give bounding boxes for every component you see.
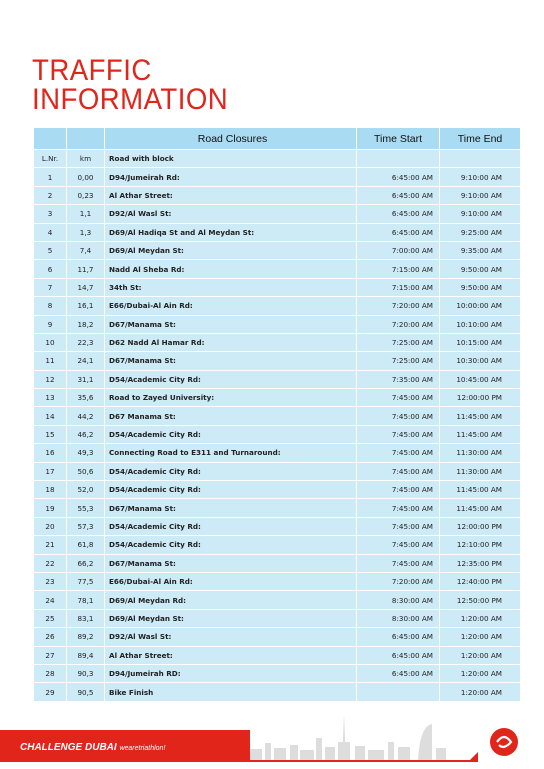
row-number: 16 (34, 444, 67, 462)
subheader-road: Road with block (105, 150, 357, 168)
row-road: D62 Nadd Al Hamar Rd: (105, 333, 357, 351)
row-km: 77,5 (67, 572, 105, 590)
row-km: 24,1 (67, 352, 105, 370)
row-number: 15 (34, 425, 67, 443)
row-time-end: 9:10:00 AM (440, 168, 521, 186)
row-number: 5 (34, 241, 67, 259)
table-row (34, 297, 521, 315)
row-km: 7,4 (67, 241, 105, 259)
row-km: 52,0 (67, 481, 105, 499)
row-time-end: 1:20:00 AM (440, 646, 521, 664)
row-road: D54/Academic City Rd: (105, 425, 357, 443)
table-row (34, 591, 521, 609)
row-time-end: 10:15:00 AM (440, 333, 521, 351)
row-time-end: 12:40:00 PM (440, 572, 521, 590)
row-km: 89,2 (67, 628, 105, 646)
table-subheader-row (34, 150, 521, 168)
row-road: D54/Academic City Rd: (105, 462, 357, 480)
row-km: 44,2 (67, 407, 105, 425)
row-number: 3 (34, 205, 67, 223)
row-time-start: 7:35:00 AM (357, 370, 440, 388)
table-row (34, 609, 521, 627)
row-number: 20 (34, 517, 67, 535)
row-road: D69/Al Meydan St: (105, 241, 357, 259)
row-time-start: 6:45:00 AM (357, 205, 440, 223)
row-number: 2 (34, 186, 67, 204)
row-time-end: 1:20:00 AM (440, 664, 521, 682)
row-number: 28 (34, 664, 67, 682)
row-km: 90,3 (67, 664, 105, 682)
table-row (34, 205, 521, 223)
table-row (34, 499, 521, 517)
table-row (34, 241, 521, 259)
footer-skyline (0, 712, 544, 769)
row-time-start: 7:45:00 AM (357, 462, 440, 480)
row-road: D67/Manama St: (105, 352, 357, 370)
row-km: 55,3 (67, 499, 105, 517)
row-road: Al Athar Street: (105, 646, 357, 664)
row-time-start: 7:00:00 AM (357, 241, 440, 259)
table-row (34, 278, 521, 296)
row-time-end: 10:45:00 AM (440, 370, 521, 388)
row-km: 46,2 (67, 425, 105, 443)
row-number: 6 (34, 260, 67, 278)
header-time-start: Time Start (357, 128, 440, 150)
table-row (34, 517, 521, 535)
row-km: 31,1 (67, 370, 105, 388)
row-number: 8 (34, 297, 67, 315)
row-time-end: 9:10:00 AM (440, 186, 521, 204)
row-road: D69/Al Hadiqa St and Al Meydan St: (105, 223, 357, 241)
row-number: 25 (34, 609, 67, 627)
row-time-end: 1:20:00 AM (440, 628, 521, 646)
row-number: 10 (34, 333, 67, 351)
row-time-end: 11:45:00 AM (440, 481, 521, 499)
table-row (34, 462, 521, 480)
table-row (34, 425, 521, 443)
row-time-end: 9:10:00 AM (440, 205, 521, 223)
row-number: 27 (34, 646, 67, 664)
row-km: 49,3 (67, 444, 105, 462)
row-time-start: 8:30:00 AM (357, 609, 440, 627)
row-time-end: 10:10:00 AM (440, 315, 521, 333)
row-km: 89,4 (67, 646, 105, 664)
page-title-line-1: TRAFFIC (32, 54, 152, 87)
row-time-start: 6:45:00 AM (357, 186, 440, 204)
row-time-end: 9:50:00 AM (440, 260, 521, 278)
row-road: E66/Dubai-Al Ain Rd: (105, 572, 357, 590)
row-road: D54/Academic City Rd: (105, 536, 357, 554)
row-time-end: 11:30:00 AM (440, 444, 521, 462)
row-time-start: 6:45:00 AM (357, 628, 440, 646)
challenge-logo-icon (490, 728, 518, 756)
table-row (34, 407, 521, 425)
table-row (34, 315, 521, 333)
table-row (34, 554, 521, 572)
table-row (34, 168, 521, 186)
row-time-start: 7:45:00 AM (357, 425, 440, 443)
row-road: D54/Academic City Rd: (105, 517, 357, 535)
row-road: Al Athar Street: (105, 186, 357, 204)
row-km: 16,1 (67, 297, 105, 315)
row-km: 11,7 (67, 260, 105, 278)
row-time-start: 7:45:00 AM (357, 517, 440, 535)
row-time-end: 1:20:00 AM (440, 683, 521, 701)
challenge-brand (20, 742, 165, 753)
header-time-end: Time End (440, 128, 521, 150)
table-row (34, 646, 521, 664)
row-number: 19 (34, 499, 67, 517)
row-time-end: 12:10:00 PM (440, 536, 521, 554)
table-row (34, 664, 521, 682)
row-km: 83,1 (67, 609, 105, 627)
row-time-end: 1:20:00 AM (440, 609, 521, 627)
header-blank-nr (34, 128, 67, 150)
row-time-start: 8:30:00 AM (357, 591, 440, 609)
row-number: 24 (34, 591, 67, 609)
table-row (34, 352, 521, 370)
row-road: D54/Academic City Rd: (105, 481, 357, 499)
row-road: D92/Al Wasl St: (105, 205, 357, 223)
row-time-start: 7:45:00 AM (357, 481, 440, 499)
table-header-row (34, 128, 521, 150)
row-time-start: 7:25:00 AM (357, 352, 440, 370)
row-km: 14,7 (67, 278, 105, 296)
row-number: 9 (34, 315, 67, 333)
row-km: 66,2 (67, 554, 105, 572)
row-time-end: 12:35:00 PM (440, 554, 521, 572)
row-number: 26 (34, 628, 67, 646)
row-number: 12 (34, 370, 67, 388)
row-number: 14 (34, 407, 67, 425)
row-road: Connecting Road to E311 and Turnaround: (105, 444, 357, 462)
row-time-start: 7:45:00 AM (357, 444, 440, 462)
row-km: 50,6 (67, 462, 105, 480)
row-road: D54/Academic City Rd: (105, 370, 357, 388)
row-road: D67/Manama St: (105, 554, 357, 572)
row-km: 57,3 (67, 517, 105, 535)
row-road: 34th St: (105, 278, 357, 296)
row-time-end: 12:00:00 PM (440, 389, 521, 407)
table-row (34, 444, 521, 462)
row-number: 4 (34, 223, 67, 241)
row-road: D67 Manama St: (105, 407, 357, 425)
subheader-time-end (440, 150, 521, 168)
row-time-start: 7:15:00 AM (357, 278, 440, 296)
brand-city: DUBAI (85, 742, 117, 753)
row-km: 78,1 (67, 591, 105, 609)
row-road: D69/Al Meydan Rd: (105, 591, 357, 609)
row-time-start: 7:20:00 AM (357, 297, 440, 315)
row-number: 13 (34, 389, 67, 407)
row-time-start: 7:20:00 AM (357, 572, 440, 590)
row-km: 0,00 (67, 168, 105, 186)
row-km: 0,23 (67, 186, 105, 204)
row-time-start: 6:45:00 AM (357, 646, 440, 664)
row-time-end: 10:00:00 AM (440, 297, 521, 315)
row-road: D92/Al Wasl St: (105, 628, 357, 646)
row-number: 18 (34, 481, 67, 499)
row-road: D69/Al Meydan St: (105, 609, 357, 627)
row-time-start: 6:45:00 AM (357, 664, 440, 682)
row-time-end: 12:00:00 PM (440, 517, 521, 535)
row-km: 90,5 (67, 683, 105, 701)
page-title-line-2: INFORMATION (32, 83, 229, 116)
row-time-end: 11:45:00 AM (440, 407, 521, 425)
table-row (34, 572, 521, 590)
row-time-start: 7:45:00 AM (357, 536, 440, 554)
header-road-closures: Road Closures (105, 128, 357, 150)
row-road: D67/Manama St: (105, 315, 357, 333)
row-time-start: 6:45:00 AM (357, 168, 440, 186)
row-road: Road to Zayed University: (105, 389, 357, 407)
row-time-start: 7:45:00 AM (357, 499, 440, 517)
row-km: 18,2 (67, 315, 105, 333)
row-number: 21 (34, 536, 67, 554)
row-time-start: 7:45:00 AM (357, 389, 440, 407)
table-row (34, 370, 521, 388)
subheader-nr: L.Nr. (34, 150, 67, 168)
row-time-end: 11:45:00 AM (440, 425, 521, 443)
row-time-end: 11:45:00 AM (440, 499, 521, 517)
table-row (34, 333, 521, 351)
row-road: Nadd Al Sheba Rd: (105, 260, 357, 278)
row-number: 11 (34, 352, 67, 370)
row-km: 1,3 (67, 223, 105, 241)
row-road: Bike Finish (105, 683, 357, 701)
table-row (34, 683, 521, 701)
table-row (34, 186, 521, 204)
road-closures-table (33, 127, 521, 702)
row-time-start: 7:20:00 AM (357, 315, 440, 333)
table-row (34, 481, 521, 499)
row-time-end: 9:25:00 AM (440, 223, 521, 241)
row-km: 61,8 (67, 536, 105, 554)
row-time-start: 7:45:00 AM (357, 407, 440, 425)
row-time-start: 7:15:00 AM (357, 260, 440, 278)
brand-name: CHALLENGE (20, 742, 83, 753)
row-number: 22 (34, 554, 67, 572)
page-title (32, 56, 228, 114)
row-time-start: 6:45:00 AM (357, 223, 440, 241)
table-row (34, 260, 521, 278)
table-row (34, 389, 521, 407)
row-number: 17 (34, 462, 67, 480)
subheader-km: km (67, 150, 105, 168)
row-km: 22,3 (67, 333, 105, 351)
row-road: D94/Jumeirah RD: (105, 664, 357, 682)
row-time-end: 12:50:00 PM (440, 591, 521, 609)
row-time-end: 9:35:00 AM (440, 241, 521, 259)
table-row (34, 223, 521, 241)
row-road: D94/Jumeirah Rd: (105, 168, 357, 186)
table-row (34, 628, 521, 646)
row-time-end: 10:30:00 AM (440, 352, 521, 370)
row-number: 1 (34, 168, 67, 186)
row-time-start (357, 683, 440, 701)
row-time-end: 11:30:00 AM (440, 462, 521, 480)
row-number: 29 (34, 683, 67, 701)
row-number: 7 (34, 278, 67, 296)
row-number: 23 (34, 572, 67, 590)
subheader-time-start (357, 150, 440, 168)
row-time-start: 7:25:00 AM (357, 333, 440, 351)
row-time-end: 9:50:00 AM (440, 278, 521, 296)
row-time-start: 7:45:00 AM (357, 554, 440, 572)
header-blank-km (67, 128, 105, 150)
row-km: 1,1 (67, 205, 105, 223)
table-row (34, 536, 521, 554)
row-km: 35,6 (67, 389, 105, 407)
row-road: D67/Manama St: (105, 499, 357, 517)
row-road: E66/Dubai-Al Ain Rd: (105, 297, 357, 315)
brand-tagline: wearetriathlon! (119, 745, 166, 752)
